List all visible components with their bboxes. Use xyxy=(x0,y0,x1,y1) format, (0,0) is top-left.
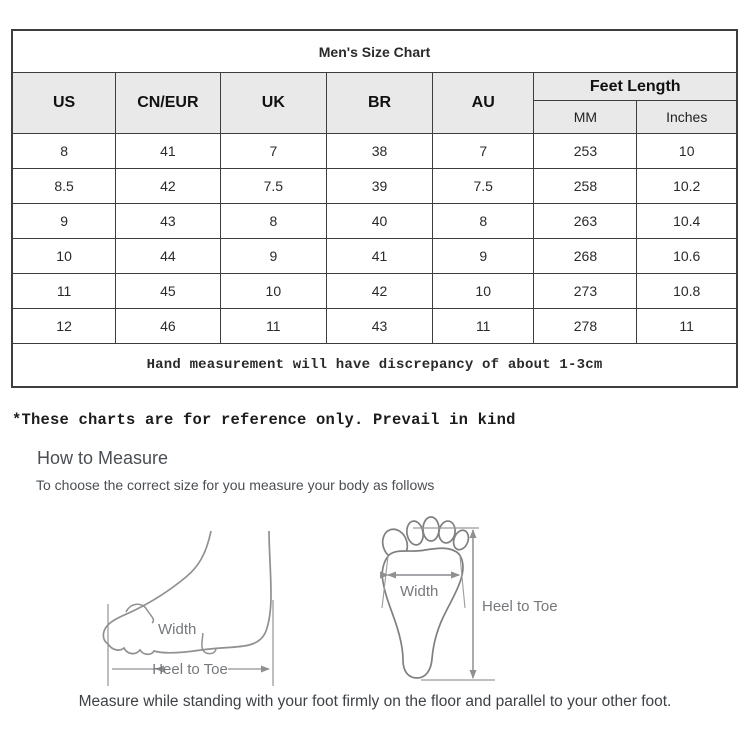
table-cell: 46 xyxy=(116,309,220,344)
table-cell: 43 xyxy=(116,204,220,239)
col-header-feet-length: Feet Length xyxy=(534,73,737,101)
table-row xyxy=(12,274,737,309)
table-cell: 10 xyxy=(637,134,737,169)
table-cell: 8 xyxy=(12,134,116,169)
table-cell: 9 xyxy=(220,239,327,274)
table-cell: 10.8 xyxy=(637,274,737,309)
table-cell: 10 xyxy=(432,274,534,309)
table-cell: 7 xyxy=(220,134,327,169)
width-label: Width xyxy=(400,583,439,600)
table-cell: 10.4 xyxy=(637,204,737,239)
reference-disclaimer: *These charts are for reference only. Prevail in kind xyxy=(12,411,516,429)
table-row xyxy=(12,239,737,274)
ball-pad-arc xyxy=(202,633,216,654)
page-title: Men's Size Chart xyxy=(12,30,737,73)
table-cell: 253 xyxy=(534,134,637,169)
table-cell: 38 xyxy=(327,134,433,169)
table-cell: 10.6 xyxy=(637,239,737,274)
table-cell: 42 xyxy=(116,169,220,204)
table-cell: 258 xyxy=(534,169,637,204)
toe xyxy=(423,517,439,541)
table-cell: 41 xyxy=(327,239,433,274)
table-cell: 11 xyxy=(12,274,116,309)
table-cell: 44 xyxy=(116,239,220,274)
col-header-au: AU xyxy=(432,73,534,134)
table-header-row xyxy=(12,73,737,101)
table-cell: 8 xyxy=(432,204,534,239)
table-cell: 40 xyxy=(327,204,433,239)
table-cell: 11 xyxy=(637,309,737,344)
table-cell: 268 xyxy=(534,239,637,274)
table-cell: 9 xyxy=(432,239,534,274)
col-header-inches: Inches xyxy=(637,101,737,134)
toe xyxy=(405,520,425,546)
table-cell: 12 xyxy=(12,309,116,344)
table-cell: 7 xyxy=(432,134,534,169)
heel-to-toe-label: Heel to Toe xyxy=(482,598,558,615)
table-cell: 7.5 xyxy=(220,169,327,204)
col-header-mm: MM xyxy=(534,101,637,134)
col-header-br: BR xyxy=(327,73,433,134)
table-note-row xyxy=(12,344,737,388)
foot-side-view-diagram xyxy=(86,503,318,695)
table-cell: 41 xyxy=(116,134,220,169)
table-cell: 11 xyxy=(220,309,327,344)
table-cell: 10 xyxy=(220,274,327,309)
table-title-row xyxy=(12,30,737,73)
table-cell: 8.5 xyxy=(12,169,116,204)
table-cell: 42 xyxy=(327,274,433,309)
table-cell: 278 xyxy=(534,309,637,344)
measure-instruction: Measure while standing with your foot firmly on the floor and parallel to your other foot. xyxy=(78,693,672,710)
width-label: Width xyxy=(158,621,197,638)
size-table-container xyxy=(11,29,738,388)
table-cell: 39 xyxy=(327,169,433,204)
table-cell: 10 xyxy=(12,239,116,274)
how-to-measure-heading: How to Measure xyxy=(37,448,169,468)
measurement-note: Hand measurement will have discrepancy of about 1-3cm xyxy=(12,344,737,388)
table-cell: 43 xyxy=(327,309,433,344)
mens-size-chart-table xyxy=(11,29,738,388)
table-cell: 263 xyxy=(534,204,637,239)
col-header-uk: UK xyxy=(220,73,327,134)
table-cell: 7.5 xyxy=(432,169,534,204)
table-row xyxy=(12,309,737,344)
foot-sole-outline xyxy=(382,548,463,678)
table-cell: 45 xyxy=(116,274,220,309)
table-cell: 8 xyxy=(220,204,327,239)
col-header-us: US xyxy=(12,73,116,134)
table-cell: 11 xyxy=(432,309,534,344)
table-row xyxy=(12,134,737,169)
how-to-measure-subheading: To choose the correct size for you measure your body as follows xyxy=(36,477,435,493)
table-cell: 10.2 xyxy=(637,169,737,204)
table-cell: 273 xyxy=(534,274,637,309)
table-row xyxy=(12,204,737,239)
table-cell: 9 xyxy=(12,204,116,239)
col-header-cn-eur: CN/EUR xyxy=(116,73,220,134)
heel-to-toe-label: Heel to Toe xyxy=(152,661,228,678)
table-row xyxy=(12,169,737,204)
foot-sole-view-diagram xyxy=(375,498,587,694)
